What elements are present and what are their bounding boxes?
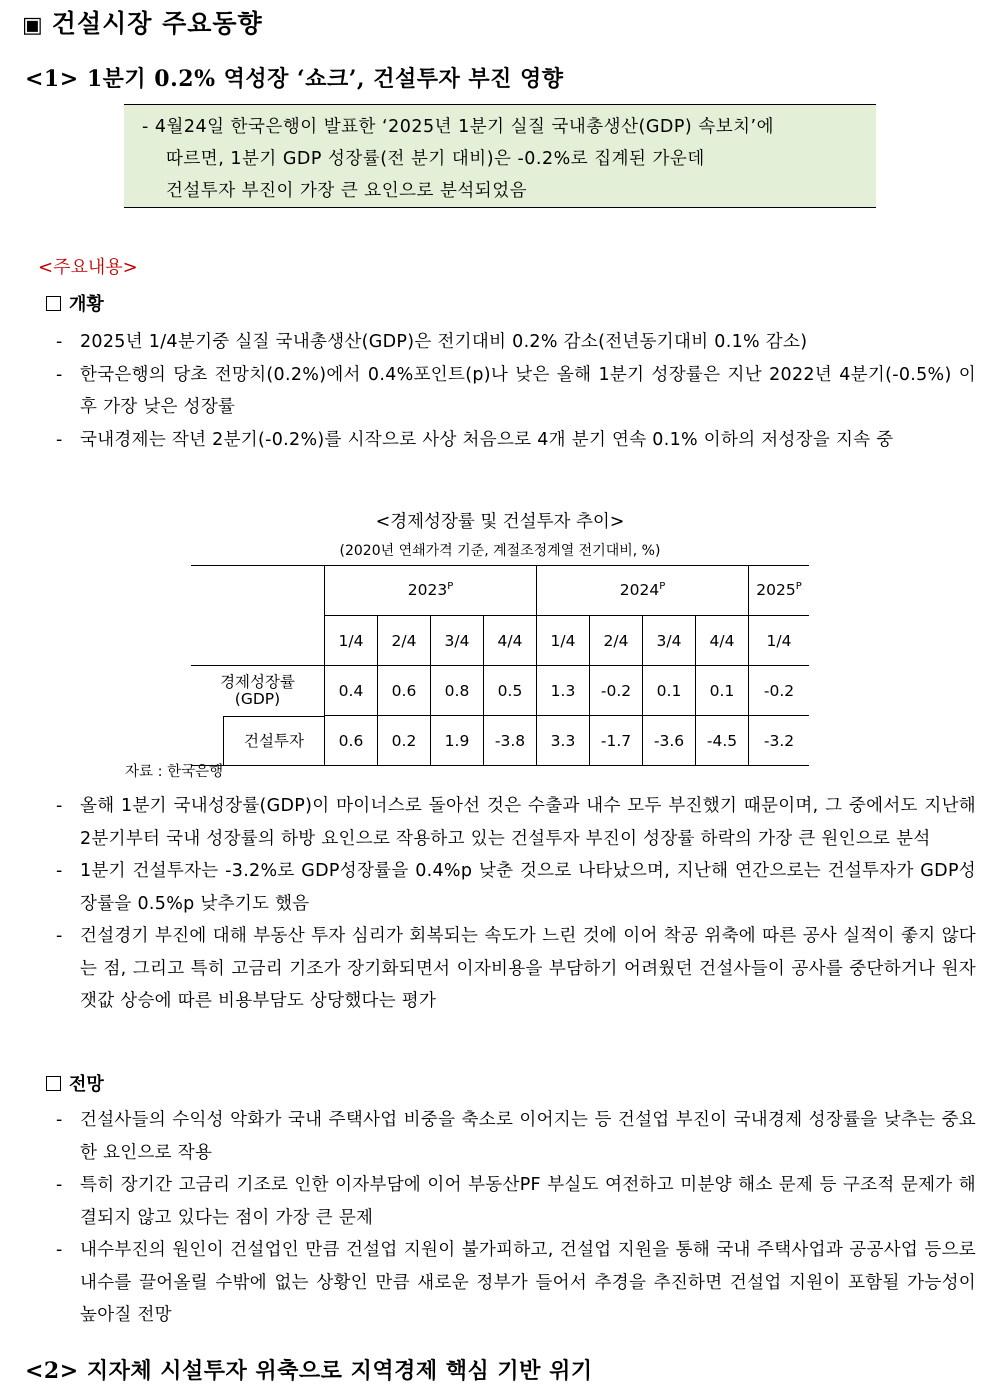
list-item: - 건설사들의 수익성 악화가 국내 주택사업 비중을 축소로 이어지는 등 건설업 부진이 국내경제 성장률을 낮추는 중요한 요인으로 작용 <box>56 1110 976 1163</box>
overview-bullets <box>56 326 976 456</box>
quarter-header: 2/4 <box>378 616 431 666</box>
year-header <box>537 566 749 616</box>
table-cell: -0.2 <box>749 666 810 716</box>
list-item: - 1분기 건설투자는 -3.2%로 GDP성장률을 0.4%p 낮춘 것으로 나타났으며, 지난해 연간으로는 건설투자가 GDP성장률을 0.5%p 낮추기도 했음 <box>56 861 976 914</box>
list-item: - 건설경기 부진에 대해 부동산 투자 심리가 회복되는 속도가 느린 것에 이어 착공 위축에 따른 공사 실적이 좋지 않다는 점, 그리고 특히 고금리 기조가 장기화되면서 이자비용을 부담하기 어려웠던 건설사들이 공사를 중단하거나 원자잿값 상승에 따른 비용부담도 상당했다는 평가 <box>56 926 976 1011</box>
table-title: <경제성장률 및 건설투자 추이> <box>375 512 625 532</box>
table-source: 자료 : 한국은행 <box>125 764 224 780</box>
list-item-text: 내수부진의 원인이 건설업인 만큼 건설업 지원이 불가피하고, 건설업 지원을 통해 국내 주택사업과 공공사업 등으로 내수를 끌어올릴 수밖에 없는 상황인 만큼 새로운 정부가 들어서 추경을 추진하면 건설업 지원이 포함될 가능성이 높아질 전망 <box>80 1240 976 1325</box>
table-cell: 0.5 <box>484 666 537 716</box>
table-cell: -3.2 <box>749 716 810 766</box>
quarter-header: 4/4 <box>484 616 537 666</box>
quarter-header: 1/4 <box>749 616 810 666</box>
list-item-text: 올해 1분기 국내성장률(GDP)이 마이너스로 돌아선 것은 수출과 내수 모두 부진했기 때문이며, 그 중에서도 지난해 2분기부터 국내 성장률의 하방 요인으로 작용하고 있는 건설투자 부진이 성장률 하락의 가장 큰 원인으로 분석 <box>80 796 976 849</box>
table-cell: 1.9 <box>431 716 484 766</box>
year-header <box>749 566 810 616</box>
table-cell: 0.1 <box>696 666 749 716</box>
table-cell: 0.6 <box>325 716 378 766</box>
year-sup: P <box>659 581 666 593</box>
table-cell: 0.1 <box>643 666 696 716</box>
summary-line: 따르면, 1분기 GDP 성장률(전 분기 대비)은 -0.2%로 집계된 가운데 <box>166 149 705 169</box>
row-label-construction <box>191 716 325 766</box>
row-label-construction-text: 건설투자 <box>223 716 324 765</box>
quarter-header: 4/4 <box>696 616 749 666</box>
row-label-gdp: 경제성장률 (GDP) <box>191 666 325 716</box>
table-cell: 0.2 <box>378 716 431 766</box>
table-cell: 0.8 <box>431 666 484 716</box>
list-item: - 특히 장기간 고금리 기조로 인한 이자부담에 이어 부동산PF 부실도 여전하고 미분양 해소 문제 등 구조적 문제가 해결되지 않고 있다는 점이 가장 큰 문제 <box>56 1175 976 1228</box>
page-title <box>22 4 263 40</box>
list-item-text: 한국은행의 당초 전망치(0.2%)에서 0.4%포인트(p)나 낮은 올해 1분기 성장률은 지난 2022년 4분기(-0.5%) 이후 가장 낮은 성장률 <box>80 364 976 417</box>
table-cell: -3.6 <box>643 716 696 766</box>
table-cell: 0.6 <box>378 666 431 716</box>
table-cell: -4.5 <box>696 716 749 766</box>
summary-box <box>124 104 876 208</box>
year-header <box>325 566 537 616</box>
quarter-header: 3/4 <box>431 616 484 666</box>
list-item-text: 특히 장기간 고금리 기조로 인한 이자부담에 이어 부동산PF 부실도 여전하고 미분양 해소 문제 등 구조적 문제가 해결되지 않고 있다는 점이 가장 큰 문제 <box>80 1175 976 1228</box>
table-cell: 0.4 <box>325 666 378 716</box>
year-sup: P <box>795 581 802 593</box>
year-sup: P <box>447 581 454 593</box>
summary-line: 건설투자 부진이 가장 큰 요인으로 분석되었음 <box>166 181 528 201</box>
section-1-heading: <1> 1분기 0.2% 역성장 ‘쇼크’, 건설투자 부진 영향 <box>25 66 564 92</box>
year-label: 2025 <box>756 581 796 600</box>
overview-heading <box>46 290 104 316</box>
overview-heading-text: 개황 <box>69 294 104 315</box>
analysis-bullets <box>56 790 976 1018</box>
list-item: - 한국은행의 당초 전망치(0.2%)에서 0.4%포인트(p)나 낮은 올해 1분기 성장률은 지난 2022년 4분기(-0.5%) 이후 가장 낮은 성장률 <box>56 364 976 417</box>
list-item-text: 1분기 건설투자는 -3.2%로 GDP성장률을 0.4%p 낮춘 것으로 나타났으며, 지난해 연간으로는 건설투자가 GDP성장률을 0.5%p 낮추기도 했음 <box>80 861 976 914</box>
key-content-label: <주요내용> <box>38 257 138 278</box>
table-cell: 3.3 <box>537 716 590 766</box>
outlook-heading <box>46 1070 104 1096</box>
list-item: - 2025년 1/4분기중 실질 국내총생산(GDP)은 전기대비 0.2% 감소(전년동기대비 0.1% 감소) <box>56 332 808 352</box>
list-item-text: 건설경기 부진에 대해 부동산 투자 심리가 회복되는 속도가 느린 것에 이어 착공 위축에 따른 공사 실적이 좋지 않다는 점, 그리고 특히 고금리 기조가 장기화되면서 이자비용을 부담하기 어려웠던 건설사들이 공사를 중단하거나 원자잿값 상승에 따른 비용부담도 상당했다는 평가 <box>80 926 976 1011</box>
year-label: 2023 <box>407 581 448 600</box>
table-corner <box>191 566 325 666</box>
quarter-header: 1/4 <box>537 616 590 666</box>
quarter-header: 2/4 <box>590 616 643 666</box>
table-cell: -1.7 <box>590 716 643 766</box>
square-bullet-icon: ▣ <box>22 13 44 38</box>
quarter-header: 1/4 <box>325 616 378 666</box>
summary-line: - 4월24일 한국은행이 발표한 ‘2025년 1분기 실질 국내총생산(GDP) 속보치’에 <box>142 117 774 137</box>
list-item: - 내수부진의 원인이 건설업인 만큼 건설업 지원이 불가피하고, 건설업 지원을 통해 국내 주택사업과 공공사업 등으로 내수를 끌어올릴 수밖에 없는 상황인 만큼 새로운 정부가 들어서 추경을 추진하면 건설업 지원이 포함될 가능성이 높아질 전망 <box>56 1240 976 1325</box>
outlook-bullets <box>56 1104 976 1332</box>
list-item: - 올해 1분기 국내성장률(GDP)이 마이너스로 돌아선 것은 수출과 내수 모두 부진했기 때문이며, 그 중에서도 지난해 2분기부터 국내 성장률의 하방 요인으로 작용하고 있는 건설투자 부진이 성장률 하락의 가장 큰 원인으로 분석 <box>56 796 976 849</box>
year-label: 2024 <box>619 581 660 600</box>
outlook-heading-text: 전망 <box>69 1074 104 1095</box>
list-item-text: 국내경제는 작년 2분기(-0.2%)를 시작으로 사상 처음으로 4개 분기 연속 0.1% 이하의 저성장을 지속 중 <box>80 429 894 450</box>
quarter-header: 3/4 <box>643 616 696 666</box>
table-subtitle: (2020년 연쇄가격 기준, 계절조정계열 전기대비, %) <box>339 543 661 559</box>
table-cell: 1.3 <box>537 666 590 716</box>
checkbox-square-icon <box>46 296 61 311</box>
checkbox-square-icon <box>46 1076 61 1091</box>
list-item: - 국내경제는 작년 2분기(-0.2%)를 시작으로 사상 처음으로 4개 분기 연속 0.1% 이하의 저성장을 지속 중 <box>56 429 894 450</box>
table-cell: -3.8 <box>484 716 537 766</box>
list-item-text: 2025년 1/4분기중 실질 국내총생산(GDP)은 전기대비 0.2% 감소(전년동기대비 0.1% 감소) <box>80 332 808 352</box>
table-cell: -0.2 <box>590 666 643 716</box>
gdp-construction-table <box>191 565 809 766</box>
page-title-text: 건설시장 주요동향 <box>51 9 263 38</box>
section-2-heading: <2> 지자체 시설투자 위축으로 지역경제 핵심 기반 위기 <box>25 1358 593 1384</box>
list-item-text: 건설사들의 수익성 악화가 국내 주택사업 비중을 축소로 이어지는 등 건설업 부진이 국내경제 성장률을 낮추는 중요한 요인으로 작용 <box>80 1110 976 1163</box>
